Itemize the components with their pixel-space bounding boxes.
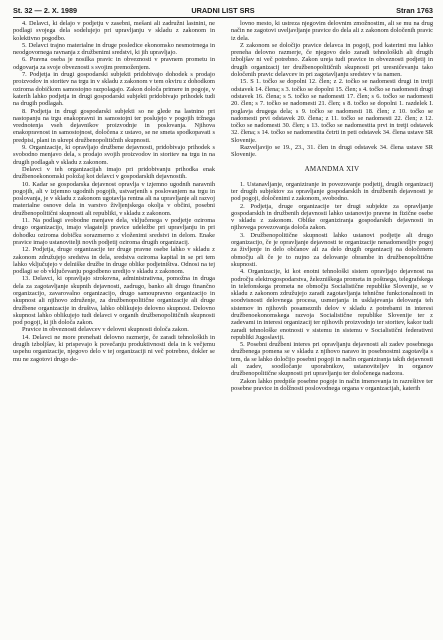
paragraph: 9. Organizacije, ki opravljajo družbene dejavnosti, pridobivajo prihodek s svobodno menjavo dela, s prodajo svojih proizvodov in storitev na trgu in na drugih podlagah v skladu z zakonom.	[13, 144, 215, 166]
amendment-heading: AMANDMA XIV	[304, 164, 360, 173]
paragraph: 13. Delavci, ki opravljajo strokovna, administrativna, pomožna in druga dela za zagotavljanje skupnih dejavnosti, zadrugo, banko ali drugo finančno organizacijo, zavarovalno organizacijo, drugo samoupravno organizacijo in skupnost ali njihovo združenje, za družbenopolitične organizacije ali druge družbene organizacije in društva, lahko oblikujejo delovno skupnost. Delovno skupnost lahko oblikujejo tudi delavci v organih družbenopolitičnih skupnosti pod pogoji, ki jih določa zakon.	[13, 275, 215, 327]
paragraph: 8. Podjetja in drugi gospodarski subjekti so ne glede na lastnino pri nastopanju na trgu enakopravni in samostojni ter poslujejo v pogojih tržnega vrednotenja vseh dejavnikov proizvodnje in poslovanja. Njihova enakopravnost in samostojnost, določena z ustavo, se ne smeta spodkopavati s predpisi, plani in ukrepi družbenopolitičnih skupnosti.	[13, 107, 215, 144]
paragraph: Delavci v teh organizacijah imajo pri pridobivanju prihodka enak družbenoekonomski položaj kot delavci v gospodarskih dejavnostih.	[13, 165, 215, 181]
right-column	[231, 20, 433, 392]
paragraph: 7. Podjetja in drugi gospodarski subjekti pridobivajo dohodek s prodajo proizvodov in storitev na trgu in v skladu z zakonom v tem okviru z dohodkom oziroma dobičkom samostojno razpolagajo. Zakon določa primere in pogoje, v katerih lahko podjetja in drugi gospodarski subjekti pridobivajo prihodek tudi na drugih podlagah.	[13, 71, 215, 108]
paragraph: 11. Na podlagi svobodne menjave dela, vključenega v podjetje oziroma drugo organizacijo, imajo vlagatelji pravice udeležbe pri upravljanju in pri dohodku oziroma dobičku sorazmerno z vloženimi sredstvi in delom. Enake pravice imajo ustanovitelji novih podjetij oziroma drugih organizacij.	[13, 217, 215, 246]
paragraph: 2. Podjetja, druge organizacije ter drugi subjekte za opravljanje gospodarskih in družbenih dejavnosti lahko ustanovijo pravne in fizične osebe v skladu z zakonom. Oblike organiziranja gospodarskih dejavnosti in njihovega povezovanja določa zakon.	[231, 202, 433, 232]
paragraph: 10. Kadar se gospodarska dejavnost opravlja v izjemno ugodnih naravnih pogojih, ali v izjemno ugodnih pogojih, ustvarjenih s poslovanjem na trgu in poslovanja, je v skladu z zakonom ugotavlja rentna ali na upravljanje ali razvoj materialne osnove dela in varstvo življenjskega okolja v občini, posebni družbenopolitični skupnosti ali republiki, v skladu z zakonom.	[13, 180, 215, 217]
paragraph: 5. Posebni družbeni interes pri opravljanju dejavnosti ali zadev posebnega družbenega pomena se v skladu z njihovo naravo in posebnostmi zagotavlja s tem, da se lahko določijo posebni pogoji in način organiziranja takih dejavnosti ali zadev, soodločanje uporabnikov, ustanoviteljev in organov družbenopolitične skupnosti pri upravljanju ter določenega nadzora.	[231, 341, 433, 378]
paragraph: 12. Podjetja, druge organizacije ter druge pravne osebe lahko v skladu z zakonom združujejo sredstva in dela, sredstva oziroma kapital in se pri tem lahko vključujejo v delniške družbe in druge oblike podjetništva. Odnosi na tej podlagi se ob vključevanju pogodbeno uredijo v skladu z zakonom.	[13, 246, 215, 276]
paragraph: 5. Delavci trajno materialne in druge posledice ekonomsko nesmotrnega in neodgovornega ravnanja z družbenimi sredstvi, ki jih upravljajo.	[13, 41, 215, 57]
paragraph: Razveljavijo se 19., 23., 31. člen in drugi odstavek 34. člena ustave SR Slovenije.	[231, 144, 433, 159]
paragraph: 14. Delavci ne more prenehati delovno razmerje, če zaradi tehnoloških in drugih izboljšav, ki prispevajo k povečanju produktivnosti dela in k večjemu uspehu organizacije, njegovo delo v tej organizaciji ni več potrebno, dokler se mu ne zagotovi drugo de-	[13, 333, 215, 363]
paragraph: 3. Družbenopolitične skupnosti lahko ustanovi podjetje ali drugo organizacijo, če je opravljanje dejavnosti te organizacije nenadomestljiv pogoj za življenje in delo občanov ali za delo drugih organizacij na določenem območju ali če je to nujno za delovanje obrambe in družbenopolitične skupnosti.	[231, 231, 433, 268]
paragraph: 4. Organizacije, ki kot enotni tehnološki sistem opravljajo dejavnost na področju elektrogospodarstva, železniškega prometa in poštnega, telegrafskega in telefonskega prometa ne območju Socialistične republike Slovenije, se v skladu z zakonom združujejo zaradi zagotavljanja tehnične funkcionalnosti in soodvisnosti delovnega procesa, usmerjanja in usklajevanja delovanja teh sistemov in njihovih posameznih delov v skladu z potrebami in interesi družbenoekonomskega razvoja Socialistične republike Slovenije ter z zadevami in interesi organizacij ter njihovih proizvodnjo ter storitev, kakor tudi zaradi tehnološke enotnosti v sistemu in sistemu v Socialistični federativni republiki Jugoslaviji.	[231, 268, 433, 341]
header-rule	[13, 17, 433, 18]
issue-number: St. 32 — 2. X. 1989	[13, 6, 78, 15]
paragraph: lovno mesto, ki ustreza njegovim delovnim zmožnostim, ali se mu na drug način ne zagotovi uveljavljanje pravice do dela ali z zakonom določenih pravic iz dela.	[231, 20, 433, 42]
paragraph: Pravice in obveznosti delavcev v delovni skupnosti določa zakon.	[22, 326, 189, 334]
paragraph: Zakon lahko predpiše posebne pogoje in način imenovanja in razrešitve ter posebne pravice in dolžnosti poslovodnega organa v organizacijah, katerih	[231, 377, 433, 392]
paragraph: 15. S 1. točko se dopolni 12. člen; z 2. točko se nadomesti drugi in tretji odstavek 14. člena; s 3. točko se dopolni 15. člen; s 4. točko se nadomesti drugi odstavek 16. člena; s 5. točko se nadomesti 17. člen; s 6. točko se nadomesti 20. člen; s 7. točko se nadomesti 21. člen; s 8. točko se dopolni 1. razdelek I. poglavja drugega dela; s 9. točko se nadomesti 18. člen; z 10. točko se nadomesti prvi odstavek 20. člena; z 11. točko se nadomesti 22. člen; z 12. točko se nadomesti 30. člen; s 13. točko se nadomestita prvi in tretji odstavek 32. člena; s 14. točko se nadomestita četrti in peti odstavek 34. člena ustave SR Slovenije.	[231, 78, 433, 144]
publication-title: URADNI LIST SRS	[191, 6, 255, 15]
paragraph: 6. Pravna oseba je nosilka pravic in obveznosti v pravnem prometu in odgovarja za svoje obveznosti s svojim premoženjem.	[13, 56, 215, 71]
left-column	[13, 20, 215, 363]
page-number: Stran 1763	[396, 6, 433, 15]
paragraph: 1. Ustanavljanje, organiziranje in povezovanje podjetij, drugih organizacij ter drugih subjektov za opravljanje gospodarskih in družbenih dejavnosti je pod pogoji, določenimi z zakonom, svobodno.	[231, 180, 433, 203]
paragraph: 4. Delavci, ki delajo v podjetju v zasebni, mešani ali zadružni lastnini, ne podlagi svojega dela sodelujejo pri upravljanju v skladu z zakonom in kolektivno pogodbo.	[13, 20, 215, 42]
paragraph: Z zakonom se določijo pravice delavca in pogoji, pod katerimi mu lahko preneha delovno razmerje, če njegovo delo zaradi tehnoloških ali drugih izboljšav ni več potrebno. Zakon ureja tudi pravice in obveznosti podjetij in drugih organizacij ter družbenopolitičnih skupnosti pri uresničevanju tako določenih pravic delavcev in pri zagotavljanju sredstev v ta namen.	[231, 41, 433, 79]
